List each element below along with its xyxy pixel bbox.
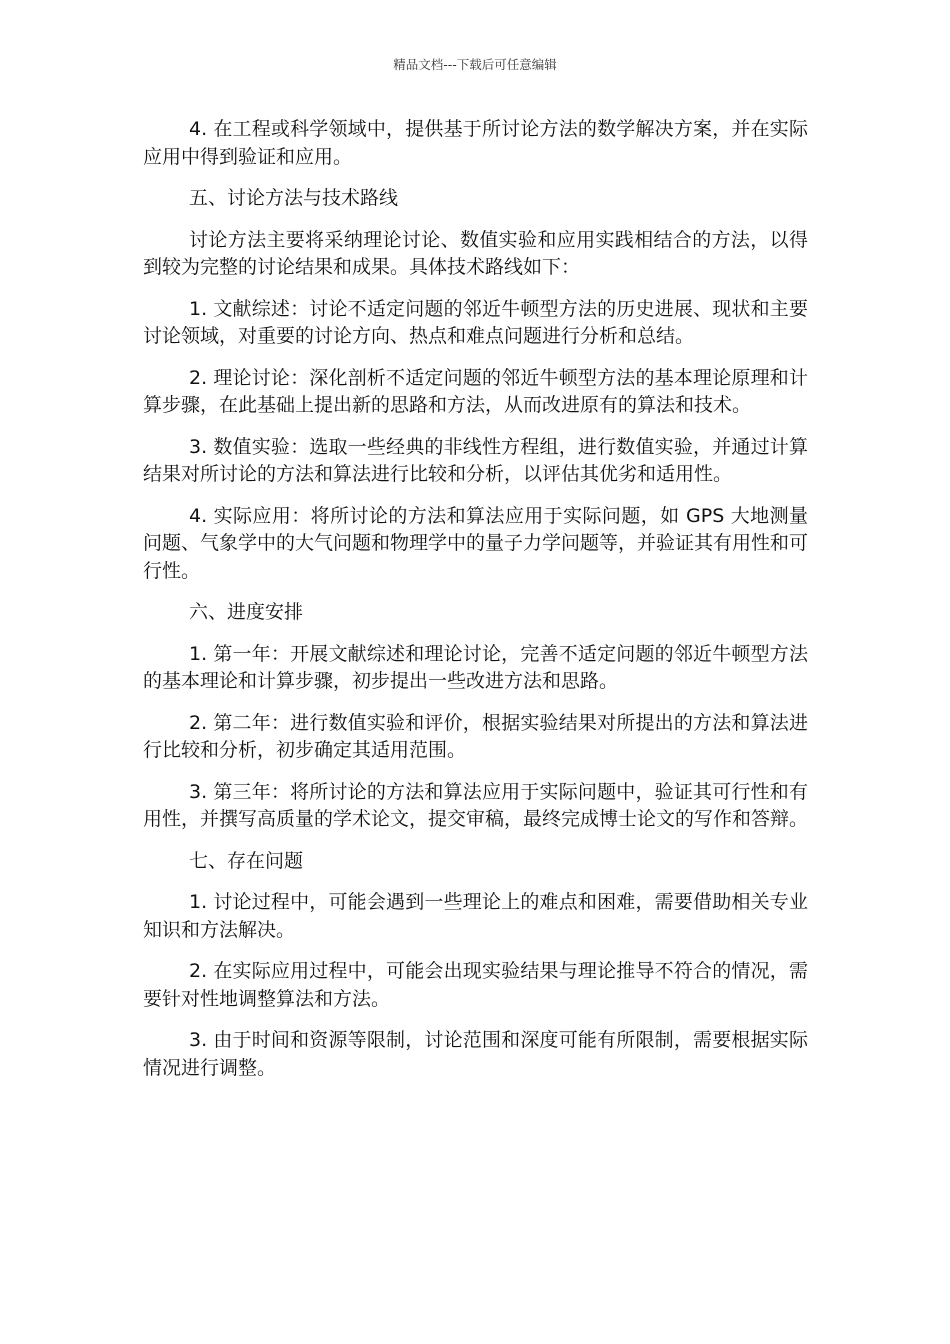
section-heading-methods: 五、讨论方法与技术路线 — [189, 187, 399, 209]
section-heading-schedule: 六、进度安排 — [189, 601, 304, 623]
document-body — [143, 116, 808, 1096]
schedule-item-year-1: 1. 第一年：开展文献综述和理论讨论，完善不适定问题的邻近牛顿型方法的基本理论和计算步骤，初步提出一些改进方法和思路。 — [143, 642, 808, 692]
route-item-literature-review: 1. 文献综述：讨论不适定问题的邻近牛顿型方法的历史进展、现状和主要讨论领域，对重要的讨论方向、热点和难点问题进行分析和总结。 — [143, 297, 808, 347]
schedule-item-year-3: 3. 第三年：将所讨论的方法和算法应用于实际问题中，验证其可行性和有用性，并撰写高质量的学术论文，提交审稿，最终完成博士论文的写作和答辩。 — [143, 780, 809, 830]
problem-item-3: 3. 由于时间和资源等限制，讨论范围和深度可能有所限制，需要根据实际情况进行调整。 — [143, 1029, 808, 1079]
section-heading-problems: 七、存在问题 — [189, 849, 304, 872]
list-item-4-goal: 4. 在工程或科学领域中，提供基于所讨论方法的数学解决方案，并在实际应用中得到验证和应用。 — [143, 118, 808, 168]
page-header: 精品文档---下载后可任意编辑 — [393, 57, 557, 72]
route-item-theory: 2. 理论讨论：深化剖析不适定问题的邻近牛顿型方法的基本理论原理和计算步骤，在此基础上提出新的思路和方法，从而改进原有的算法和技术。 — [143, 366, 808, 416]
route-item-application: 4. 实际应用：将所讨论的方法和算法应用于实际问题，如 GPS 大地测量问题、气象学中的大气问题和物理学中的量子力学问题等，并验证其有用性和可行性。 — [143, 504, 809, 582]
problem-item-2: 2. 在实际应用过程中，可能会出现实验结果与理论推导不符合的情况，需要针对性地调整算法和方法。 — [143, 960, 808, 1010]
problem-item-1: 1. 讨论过程中，可能会遇到一些理论上的难点和困难，需要借助相关专业知识和方法解决。 — [143, 891, 808, 941]
schedule-item-year-2: 2. 第二年：进行数值实验和评价，根据实验结果对所提出的方法和算法进行比较和分析，初步确定其适用范围。 — [143, 711, 808, 761]
route-item-numerical-experiment: 3. 数值实验：选取一些经典的非线性方程组，进行数值实验，并通过计算结果对所讨论的方法和算法进行比较和分析，以评估其优劣和适用性。 — [143, 435, 808, 485]
methods-intro-paragraph: 讨论方法主要将采纳理论讨论、数值实验和应用实践相结合的方法，以得到较为完整的讨论结果和成果。具体技术路线如下： — [143, 228, 808, 278]
